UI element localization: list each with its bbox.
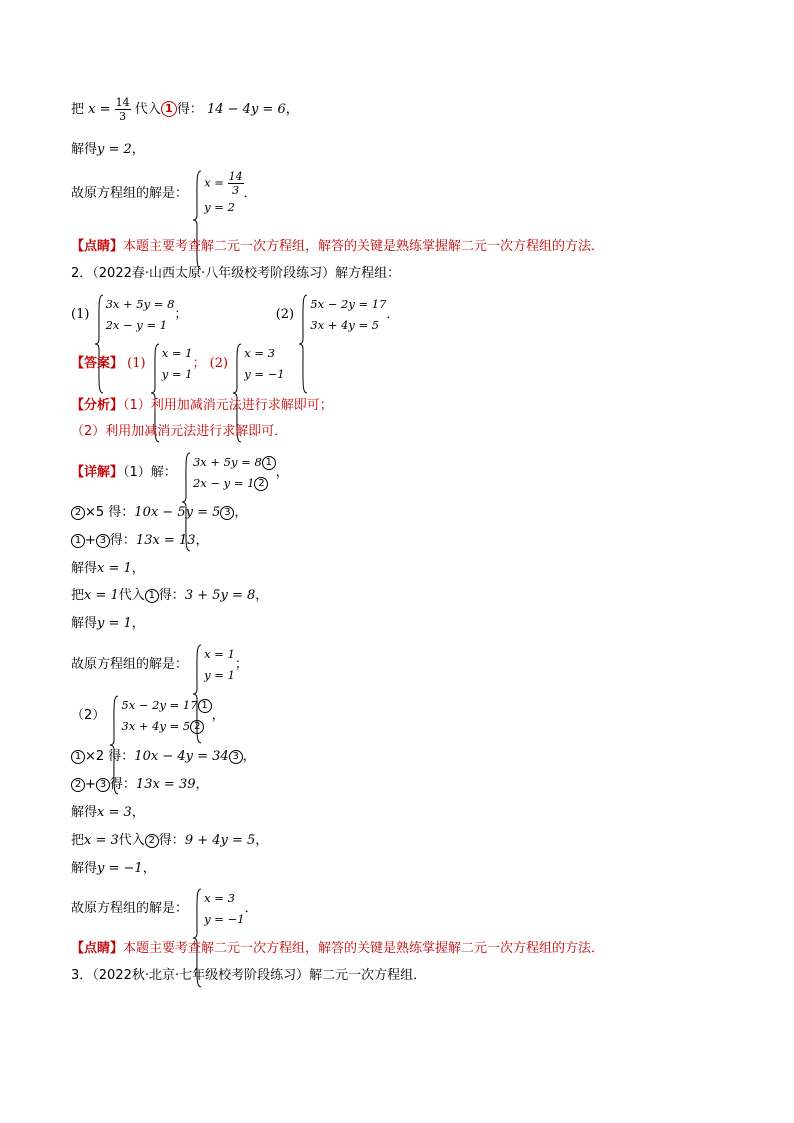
final-solution-2-1: 故原方程组的解是： x = 1 y = 1 ；: [71, 644, 248, 686]
step-substitute-x: 把 x = $\frac{14}{3}$ 代入 1 得： 14 − 4y = 6，: [71, 96, 299, 123]
final-solution-1: 故原方程组的解是： x = $\frac{14}{3}$ y = 2 ．: [71, 170, 257, 218]
labeled-system-2: 5x − 2y = 17 1 3x + 4y = 5 2: [109, 695, 211, 737]
fraction-14-3: $\frac{14}{3}$: [115, 96, 130, 123]
question-2-systems: (1) 3x + 5y = 8 2x − y = 1 ； (2) 5x − 2y = 17 3x + 4y = 5 ．: [71, 294, 399, 336]
question-2-title: 2．（2022春·山西太原·八年级校考阶段练习）解方程组：: [71, 266, 401, 281]
system-2: 5x − 2y = 17 3x + 4y = 5: [298, 294, 386, 336]
step-solve-y: 解得y = 2，: [71, 142, 145, 157]
answer-system-1: x = 1 y = 1: [150, 343, 193, 385]
step-substitute-x-2: 把x = 3代入 2 得：9 + 4y = 5，: [71, 833, 269, 848]
key-point-2: 【点睛】本题主要考查解二元一次方程组，解答的关键是熟练掌握解二元一次方程组的方法．: [71, 941, 605, 956]
system-1: 3x + 5y = 8 2x − y = 1: [94, 294, 175, 336]
analysis-line-2: （2）利用加减消元法进行求解即可．: [71, 424, 288, 439]
step-solve-y-1: 解得y = 1，: [71, 616, 145, 631]
question-3-title: 3．（2022秋·北京·七年级校考阶段练习）解二元一次方程组．: [71, 968, 427, 983]
analysis-line-1: 【分析】（1）利用加减消元法进行求解即可；: [71, 398, 333, 413]
step-multiply-1: 1 ×2 得：10x − 4y = 34 3 ，: [71, 748, 256, 766]
step-multiply-2: 2 ×5 得：10x − 5y = 5 3 ，: [71, 504, 247, 522]
step-solve-x-2: 解得x = 3，: [71, 805, 145, 820]
detail-system-2: （2） 5x − 2y = 17 1 3x + 4y = 5 2 ，: [71, 695, 225, 737]
answer-system-2: x = 3 y = −1: [232, 343, 284, 385]
key-point-1: 【点睛】本题主要考查解二元一次方程组，解答的关键是熟练掌握解二元一次方程组的方法．: [71, 239, 605, 254]
step-add-2-3: 2 + 3 得：13x = 39，: [71, 776, 209, 794]
step-solve-y-2: 解得y = −1，: [71, 861, 156, 876]
answer-line: 【答案】 (1) x = 1 y = 1 ； (2) x = 3 y = −1: [71, 343, 285, 385]
final-solution-2-2: 故原方程组的解是： x = 3 y = −1 ．: [71, 888, 258, 930]
circled-number: 1: [161, 101, 177, 117]
step-solve-x-1: 解得x = 1，: [71, 561, 145, 576]
solution-system: x = $\frac{14}{3}$ y = 2: [192, 170, 243, 218]
step-substitute-x-1: 把x = 1代入 1 得：3 + 5y = 8，: [71, 588, 269, 603]
labeled-system-1: 3x + 5y = 8 1 2x − y = 1 2: [181, 452, 276, 494]
step-add-1-3: 1 + 3 得：13x = 13，: [71, 532, 209, 550]
detail-system-1: 【详解】（1）解： 3x + 5y = 8 1 2x − y = 1 2 ，: [71, 452, 289, 494]
